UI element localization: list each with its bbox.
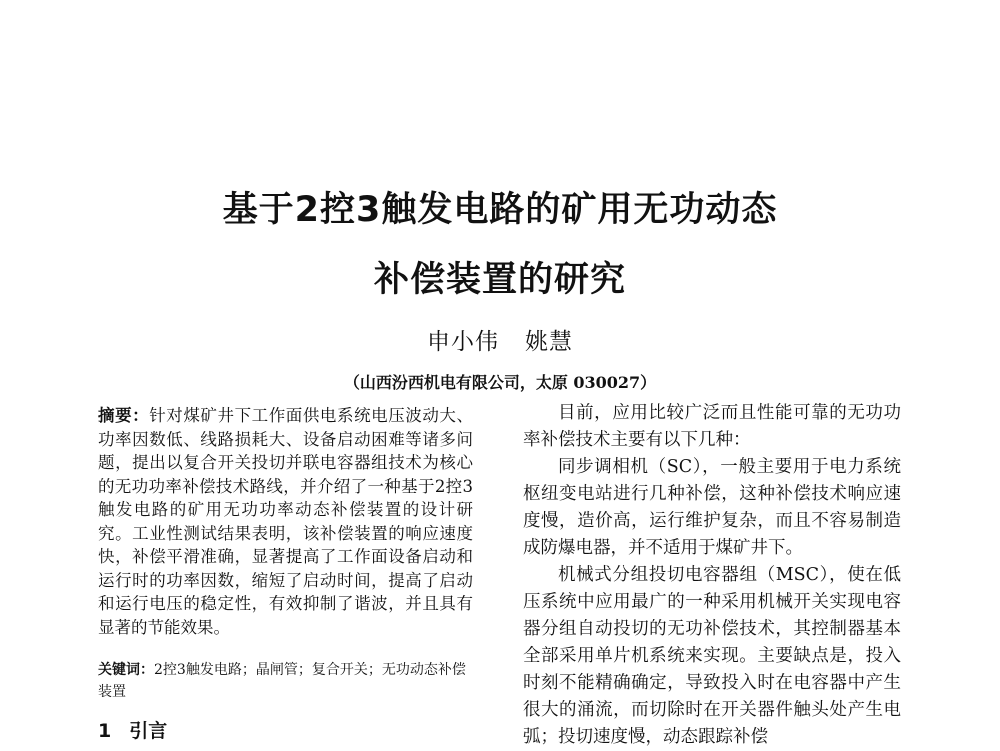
body-paragraph: 机械式分组投切电容器组（MSC），使在低压系统中应用最广的一种采用机械开关实现电容器分组自动投切的无功补偿技术，其控制器基本全部采用单片机系统来实现。主要缺点是，投入时刻不能精确确定，导致投入时在电容器中产生很大的涌流，而切除时在开关器件触头处产生电弧；投切速度慢，动态跟踪补偿 bbox=[523, 565, 901, 747]
body-text bbox=[523, 400, 901, 751]
section-title: 引言 bbox=[129, 720, 168, 742]
author-1: 申小伟 bbox=[427, 329, 499, 355]
authors bbox=[0, 323, 1000, 356]
abstract-label: 摘要： bbox=[98, 406, 150, 425]
paper-title-line-2: 补偿装置的研究 bbox=[373, 260, 626, 300]
author-2: 姚慧 bbox=[525, 329, 573, 355]
body-paragraph: 同步调相机（SC），一般主要用于电力系统枢纽变电站进行几种补偿，这种补偿技术响应速度慢，造价高，运行维护复杂，而且不容易制造成防爆电器，并不适用于煤矿井下。 bbox=[523, 457, 901, 558]
body-paragraph: 目前，应用比较广泛而且性能可靠的无功功率补偿技术主要有以下几种： bbox=[523, 403, 901, 450]
abstract bbox=[98, 404, 473, 639]
section-heading bbox=[98, 716, 167, 743]
keywords-text: 2控3触发电路；晶闸管；复合开关；无功动态补偿装置 bbox=[98, 662, 466, 700]
abstract-text: 针对煤矿井下工作面供电系统电压波动大、功率因数低、线路损耗大、设备启动困难等诸多问题，提出以复合开关投切并联电容器组技术为核心的无功功率补偿技术路线，并介绍了一种基于2控3触发电路的矿用无功功率动态补偿装置的设计研究。工业性测试结果表明，该补偿装置的响应速度快，补偿平滑准确，显著提高了工作面设备启动和运行时的功率因数，缩短了启动时间，提高了启动和运行电压的稳定性，有效抑制了谐波，并且具有显著的节能效果。 bbox=[98, 406, 474, 637]
affiliation: （山西汾西机电有限公司，太原 030027） bbox=[343, 373, 657, 392]
keywords bbox=[98, 659, 473, 703]
keywords-label: 关键词： bbox=[98, 662, 154, 678]
section-number: 1 bbox=[98, 720, 112, 742]
paper-title-line-1: 基于2控3触发电路的矿用无功动态 bbox=[222, 190, 778, 230]
